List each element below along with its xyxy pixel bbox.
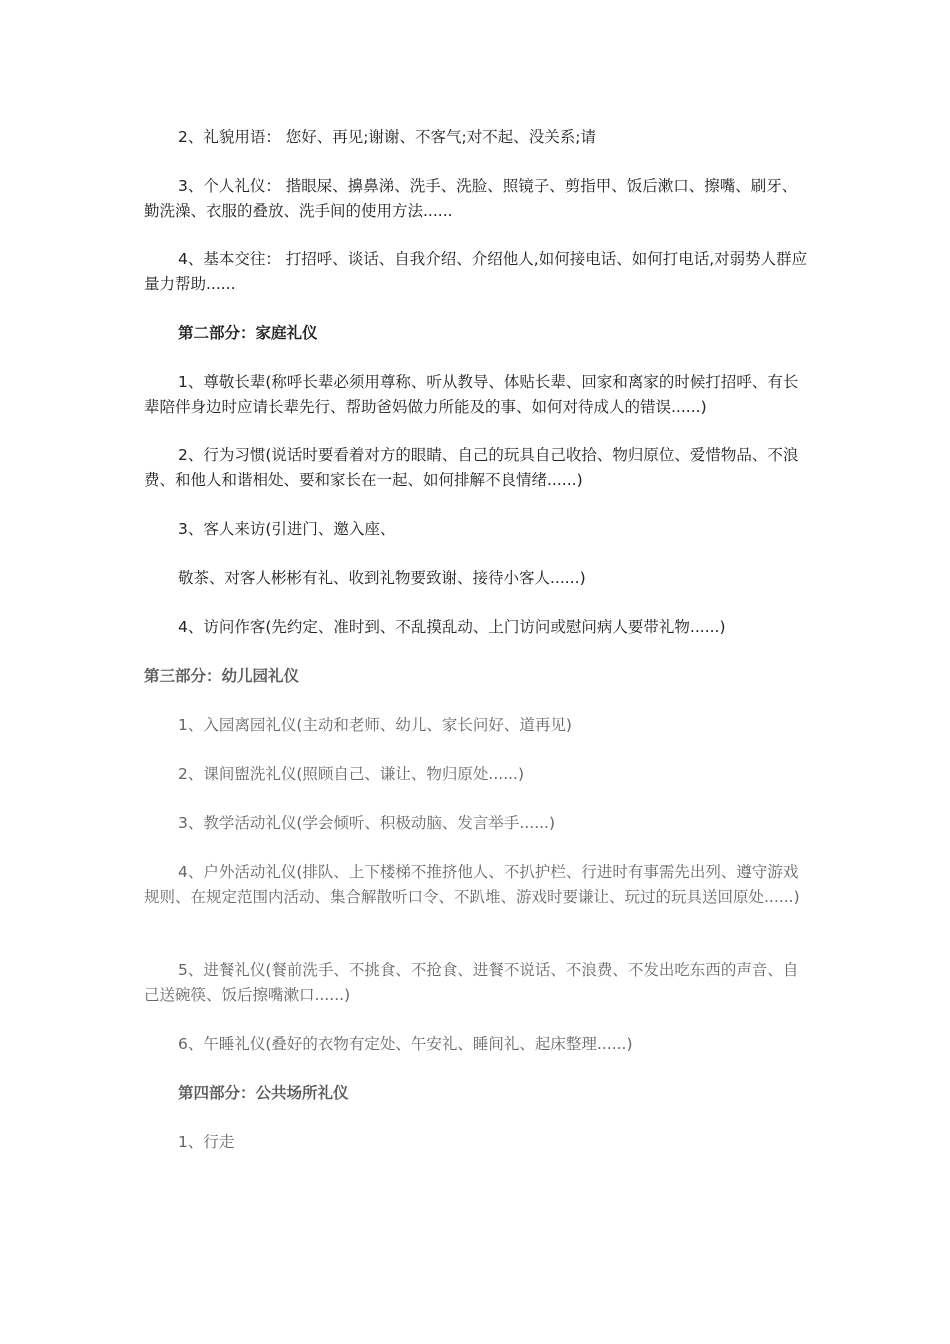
paragraph-behavior-habits: 2、行为习惯(说话时要看着对方的眼睛、自己的玩具自己收拾、物归原位、爱惜物品、不浪费、和他人和谐相处、要和家长在一起、如何排解不良情绪......) <box>144 446 799 489</box>
paragraph-polite-language: 2、礼貌用语： 您好、再见;谢谢、不客气;对不起、没关系;请 <box>178 128 596 146</box>
paragraph-personal-etiquette: 3、个人礼仪： 揩眼屎、擤鼻涕、洗手、洗脸、照镜子、剪指甲、饭后漱口、擦嘴、刷牙、勤洗澡、衣服的叠放、洗手间的使用方法...... <box>144 177 798 220</box>
paragraph-meal: 5、进餐礼仪(餐前洗手、不挑食、不抢食、进餐不说话、不浪费、不发出吃东西的声音、自己送碗筷、饭后擦嘴漱口......) <box>144 961 799 1004</box>
paragraph-basic-interaction: 4、基本交往： 打招呼、谈话、自我介绍、介绍他人,如何接电话、如何打电话,对弱势人群应量力帮助...... <box>144 250 808 293</box>
paragraph-respect-elders: 1、尊敬长辈(称呼长辈必须用尊称、听从教导、体贴长辈、回家和离家的时候打招呼、有长辈陪伴身边时应请长辈先行、帮助爸妈做力所能及的事、如何对待成人的错误......) <box>144 373 799 416</box>
paragraph-guest-visit-continued: 敬茶、对客人彬彬有礼、收到礼物要致谢、接待小客人......) <box>178 569 586 587</box>
section-heading-public-etiquette: 第四部分：公共场所礼仪 <box>178 1084 349 1102</box>
paragraph-nap: 6、午睡礼仪(叠好的衣物有定处、午安礼、睡间礼、起床整理......) <box>178 1035 633 1053</box>
section-heading-kindergarten-etiquette: 第三部分：幼儿园礼仪 <box>144 667 300 685</box>
paragraph-visiting: 4、访问作客(先约定、准时到、不乱摸乱动、上门访问或慰问病人要带礼物......) <box>178 618 726 636</box>
paragraph-washing: 2、课间盥洗礼仪(照顾自己、谦让、物归原处......) <box>178 765 525 783</box>
paragraph-walking: 1、行走 <box>178 1133 235 1151</box>
paragraph-arrival-departure: 1、入园离园礼仪(主动和老师、幼儿、家长问好、道再见) <box>178 716 572 734</box>
paragraph-guest-visit: 3、客人来访(引进门、邀入座、 <box>178 520 396 538</box>
paragraph-outdoor-activity: 4、户外活动礼仪(排队、上下楼梯不推挤他人、不扒护栏、行进时有事需先出列、遵守游戏规则、在规定范围内活动、集合解散听口令、不趴堆、游戏时要谦让、玩过的玩具送回原处......) <box>144 863 800 906</box>
section-heading-family-etiquette: 第二部分：家庭礼仪 <box>178 324 318 342</box>
paragraph-teaching-activity: 3、教学活动礼仪(学会倾听、积极动脑、发言举手......) <box>178 814 556 832</box>
